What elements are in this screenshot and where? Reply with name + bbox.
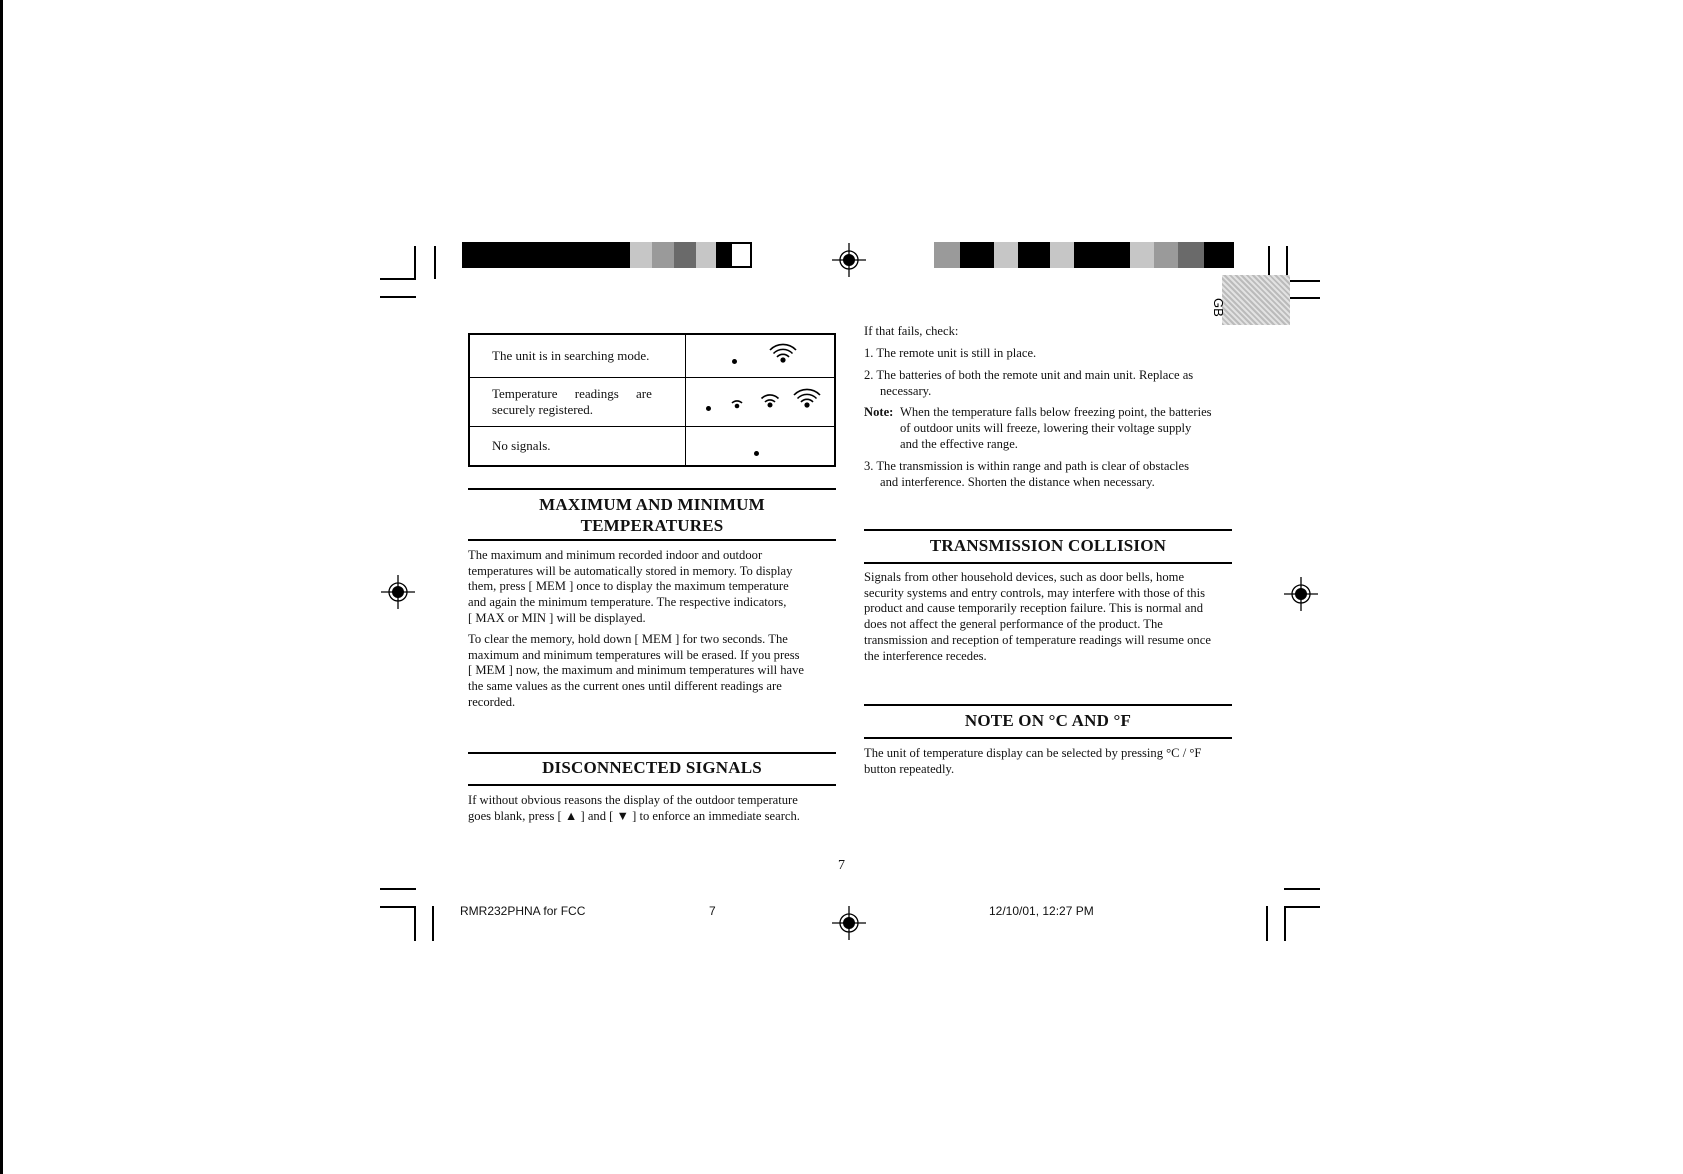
signal-status-text: No signals. xyxy=(469,427,686,467)
text-line: Signals from other household devices, such as door bells, home xyxy=(864,570,1185,584)
crop-mark xyxy=(1266,906,1268,941)
collision-heading: TRANSMISSION COLLISION xyxy=(929,536,1167,555)
heading-line: MAXIMUM AND MINIMUM xyxy=(539,495,765,514)
table-row xyxy=(469,378,835,427)
text-line: recorded. xyxy=(468,694,516,709)
crop-mark xyxy=(380,906,416,908)
note-label: Note: xyxy=(864,405,894,419)
crop-mark xyxy=(1284,888,1320,890)
check-item-2: 2. The batteries of both the remote unit and main unit. Replace as xyxy=(864,368,1194,382)
section-rule xyxy=(864,529,1232,531)
signal-status-text: The unit is in searching mode. xyxy=(469,334,686,378)
table-row xyxy=(469,427,835,467)
registration-mark-icon xyxy=(381,575,415,609)
scan-edge xyxy=(0,0,3,1174)
text-line: the interference recedes. xyxy=(864,648,987,663)
units-heading: NOTE ON °C AND °F xyxy=(964,711,1132,730)
section-rule xyxy=(468,784,836,786)
footer-doc-name: RMR232PHNA for FCC xyxy=(460,904,586,918)
footer-page: 7 xyxy=(709,904,716,918)
section-rule xyxy=(864,562,1232,564)
text-line: product and cause temporarily reception failure. This is normal and xyxy=(864,601,1203,616)
memory-clear-paragraph xyxy=(468,632,836,711)
signal-none-icon xyxy=(686,427,836,467)
language-tab-label: GB xyxy=(1211,298,1226,317)
note-line: When the temperature falls below freezing point, the batteries xyxy=(900,405,1212,419)
signal-registered-icon xyxy=(686,378,836,427)
section-rule xyxy=(468,488,836,490)
registration-mark-icon xyxy=(1284,577,1318,611)
text-line: and again the minimum temperature. The respective indicators, xyxy=(468,595,787,610)
crop-mark xyxy=(1284,906,1320,908)
text-line: [ MAX or MIN ] will be displayed. xyxy=(468,610,646,625)
max-min-heading xyxy=(468,494,836,536)
disconnected-heading: DISCONNECTED SIGNALS xyxy=(542,758,762,777)
section-rule xyxy=(864,704,1232,706)
crop-mark xyxy=(434,246,436,279)
text-line: security systems and entry controls, may interfere with those of this xyxy=(864,585,1206,600)
language-tab xyxy=(1222,275,1290,325)
disconnected-paragraph xyxy=(468,793,836,824)
section-rule xyxy=(864,737,1232,739)
text-line: The unit of temperature display can be selected by pressing °C / °F xyxy=(864,746,1202,760)
heading-line: TEMPERATURES xyxy=(580,516,724,535)
signal-status-text xyxy=(469,378,686,427)
text-line: To clear the memory, hold down [ MEM ] for two seconds. The xyxy=(468,632,788,646)
max-min-paragraph xyxy=(468,548,836,627)
text-line: The maximum and minimum recorded indoor and outdoor xyxy=(468,548,763,562)
crop-mark xyxy=(432,906,434,941)
crop-mark xyxy=(380,296,416,298)
text-line: temperatures will be automatically stored in memory. To display xyxy=(468,563,793,578)
crop-mark xyxy=(414,246,416,279)
crop-mark xyxy=(380,278,416,280)
check-item-3: 3. The transmission is within range and path is clear of obstacles xyxy=(864,459,1190,473)
crop-mark xyxy=(380,888,416,890)
crop-mark xyxy=(1284,906,1286,941)
collision-paragraph xyxy=(864,570,1232,664)
text-line: them, press [ MEM ] once to display the maximum temperature xyxy=(468,579,789,594)
signal-searching-icon xyxy=(686,334,836,378)
note-line: of outdoor units will freeze, lowering their voltage supply xyxy=(900,421,1192,435)
signal-status-table xyxy=(468,333,836,467)
check-intro: If that fails, check: xyxy=(864,324,959,338)
text-line: the same values as the current ones until different readings are xyxy=(468,679,782,694)
registration-mark-icon xyxy=(832,243,866,277)
section-rule xyxy=(468,539,836,541)
color-bar-right xyxy=(934,242,1234,268)
crop-mark xyxy=(1288,297,1320,299)
text-line: If without obvious reasons the display of the outdoor temperature xyxy=(468,793,798,807)
crop-mark xyxy=(1288,280,1320,282)
text-line: does not affect the general performance of the product. The xyxy=(864,617,1163,632)
section-rule xyxy=(468,752,836,754)
text-line: transmission and reception of temperature readings will resume once xyxy=(864,632,1211,647)
text-line: goes blank, press [ ▲ ] and [ ▼ ] to enforce an immediate search. xyxy=(468,808,800,823)
status-line: Temperature readings are xyxy=(492,386,652,401)
table-row xyxy=(469,334,835,378)
footer-timestamp: 12/10/01, 12:27 PM xyxy=(989,904,1094,918)
page-number: 7 xyxy=(838,858,845,873)
text-line: [ MEM ] now, the maximum and minimum temperatures will have xyxy=(468,663,804,678)
text-line: button repeatedly. xyxy=(864,761,955,776)
registration-mark-icon xyxy=(832,906,866,940)
crop-mark xyxy=(414,906,416,941)
check-item-1: 1. The remote unit is still in place. xyxy=(864,346,1037,360)
units-paragraph xyxy=(864,746,1232,777)
check-item-3-cont: and interference. Shorten the distance when necessary. xyxy=(880,475,1155,489)
status-line: securely registered. xyxy=(492,402,594,417)
check-item-2-cont: necessary. xyxy=(880,384,932,398)
note-line: and the effective range. xyxy=(900,437,1018,451)
text-line: maximum and minimum temperatures will be erased. If you press xyxy=(468,647,800,662)
color-bar-left xyxy=(462,242,752,268)
